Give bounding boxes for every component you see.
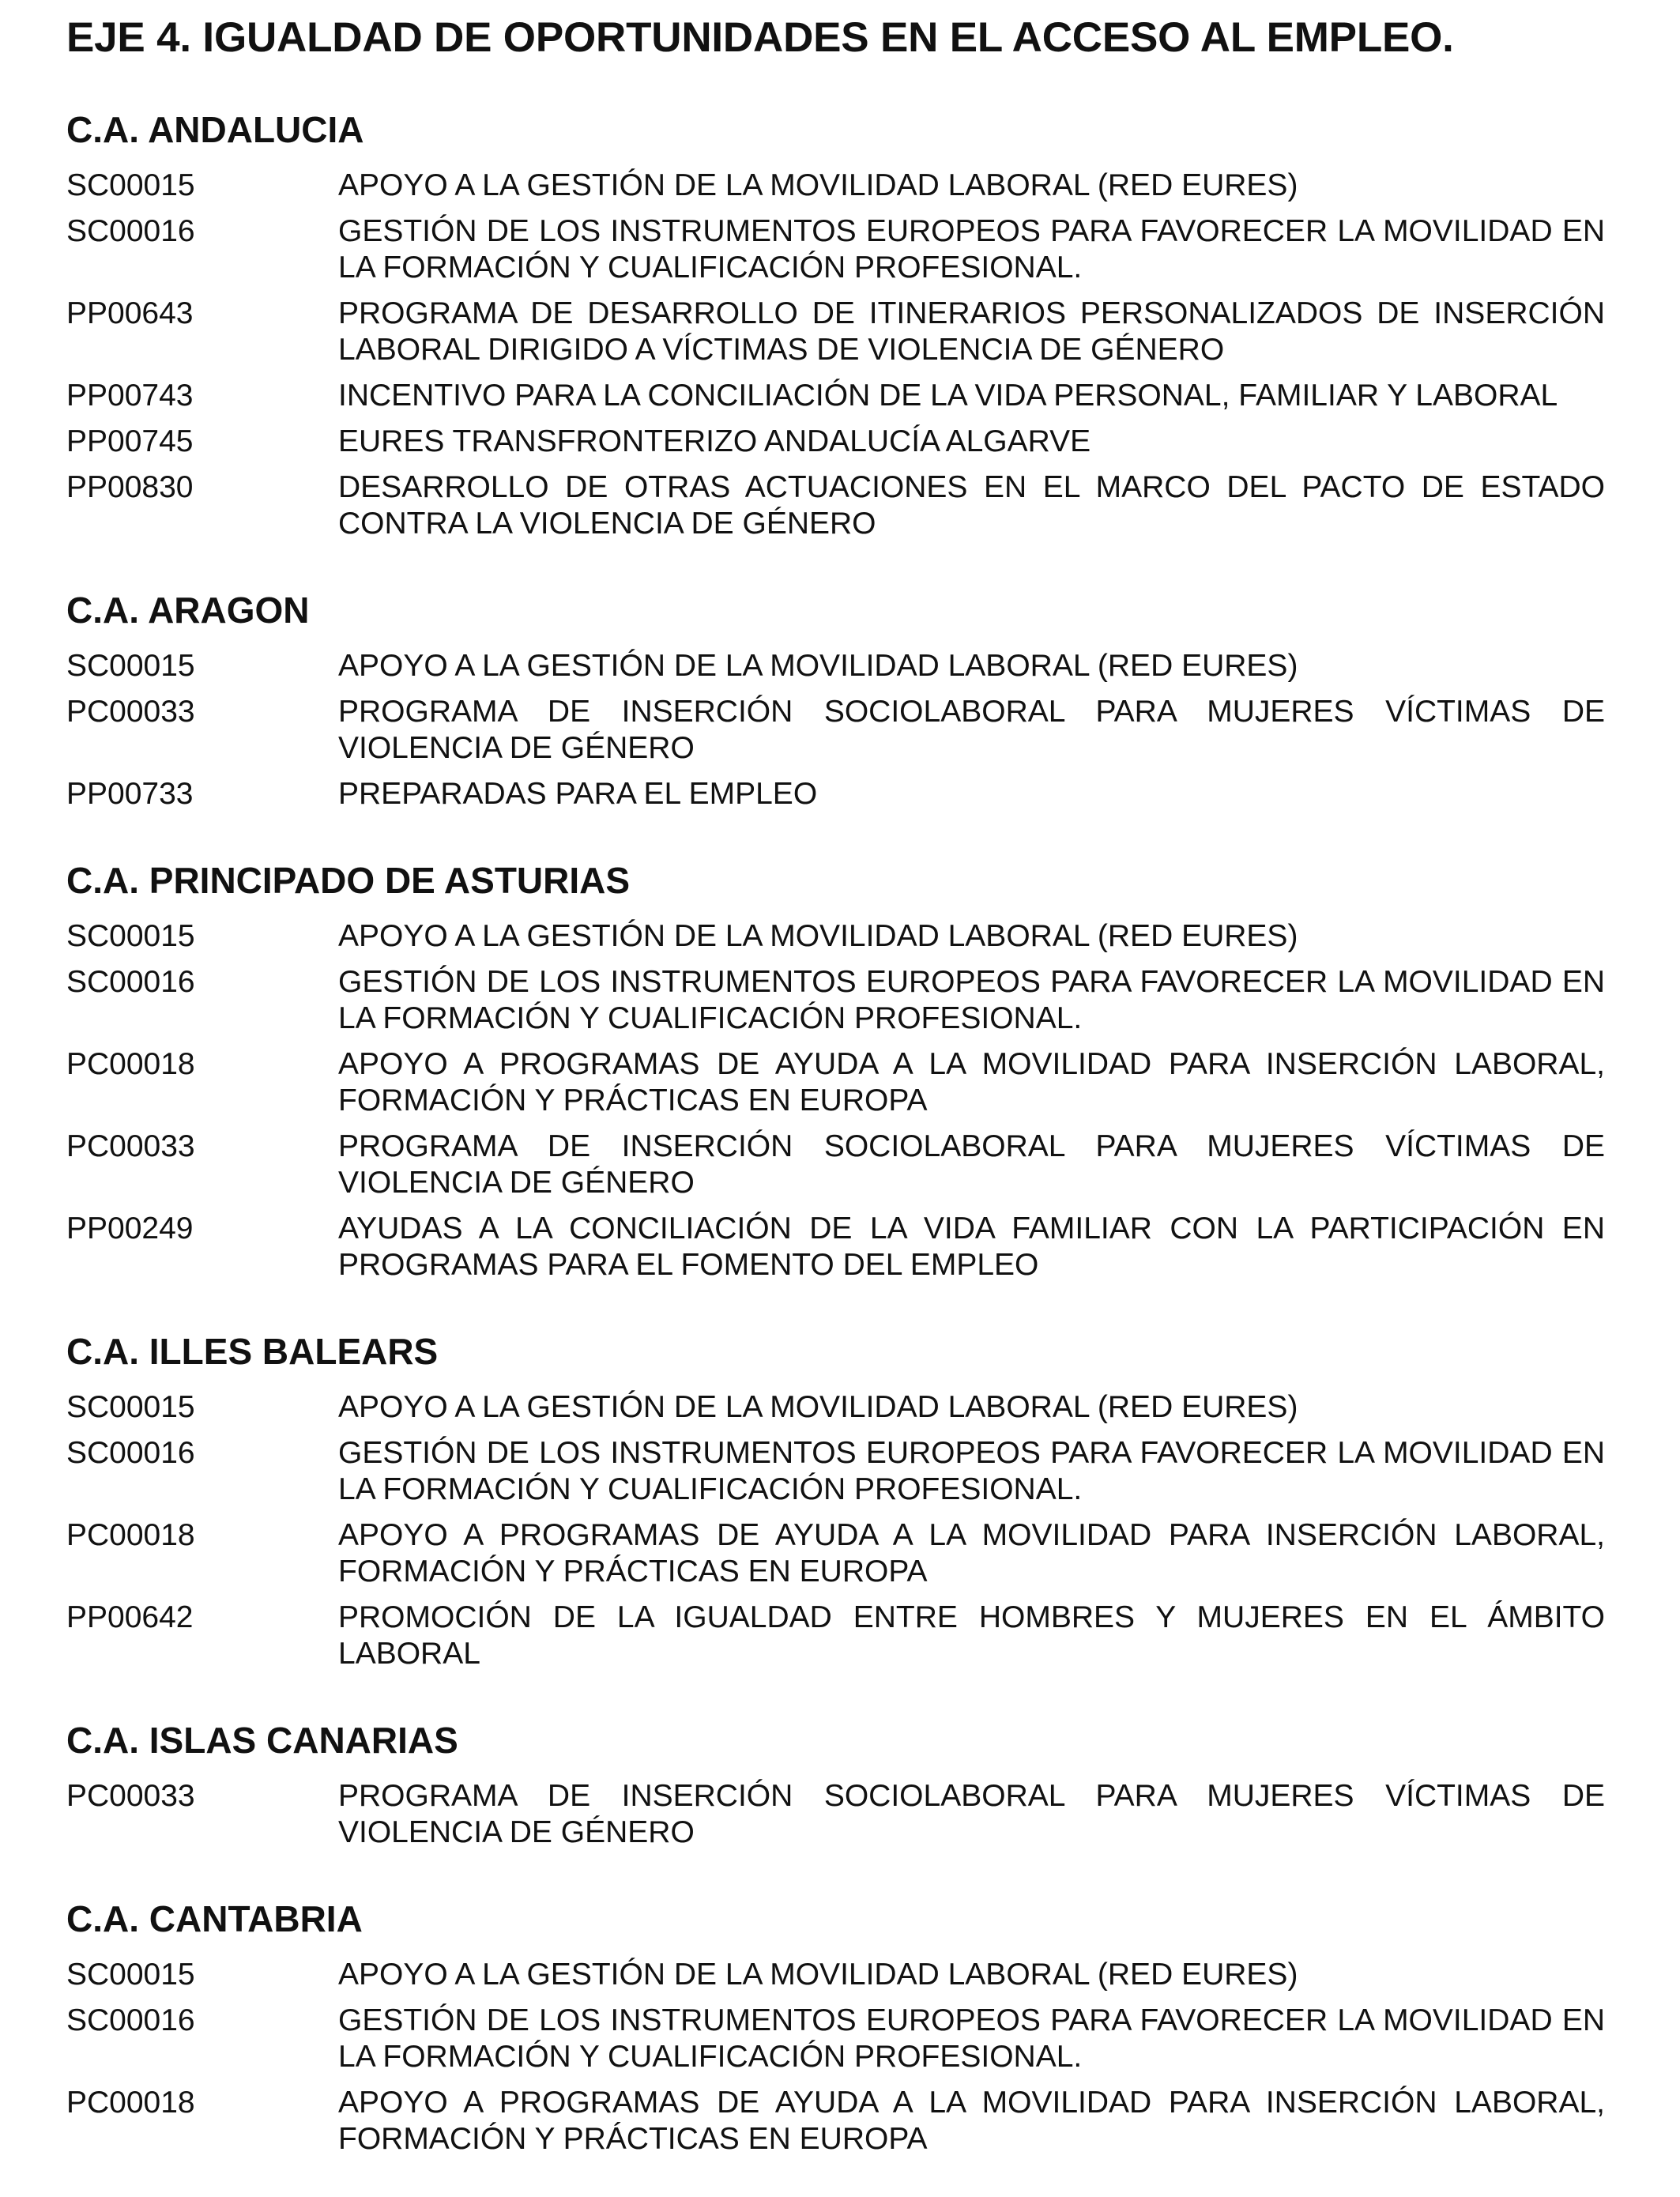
program-row — [66, 1046, 1615, 1119]
program-description: PROGRAMA DE INSERCIÓN SOCIOLABORAL PARA MUJERES VÍCTIMAS DE VIOLENCIA DE GÉNERO — [338, 1129, 1605, 1200]
program-code: SC00016 — [66, 2003, 195, 2037]
program-list — [66, 648, 1615, 812]
program-row — [66, 1389, 1615, 1426]
program-code: SC00015 — [66, 919, 195, 953]
program-code: PC00033 — [66, 1779, 195, 1813]
program-list — [66, 168, 1615, 542]
program-description: APOYO A LA GESTIÓN DE LA MOVILIDAD LABORAL (RED EURES) — [338, 649, 1298, 683]
program-row — [66, 1129, 1615, 1201]
program-description: EURES TRANSFRONTERIZO ANDALUCÍA ALGARVE — [338, 424, 1091, 458]
region-section — [66, 852, 1615, 1283]
program-description: APOYO A LA GESTIÓN DE LA MOVILIDAD LABORAL (RED EURES) — [338, 1958, 1298, 1992]
program-code: PC00018 — [66, 1518, 195, 1552]
region-section — [66, 1712, 1615, 1851]
program-description: INCENTIVO PARA LA CONCILIACIÓN DE LA VIDA PERSONAL, FAMILIAR Y LABORAL — [338, 379, 1558, 413]
program-row — [66, 2003, 1615, 2075]
program-list — [66, 1389, 1615, 1672]
program-row — [66, 918, 1615, 955]
program-row — [66, 694, 1615, 767]
region-section — [66, 101, 1615, 542]
program-code: PP00830 — [66, 470, 194, 504]
program-row — [66, 469, 1615, 542]
program-row — [66, 1435, 1615, 1508]
program-row — [66, 1517, 1615, 1590]
program-description: GESTIÓN DE LOS INSTRUMENTOS EUROPEOS PARA FAVORECER LA MOVILIDAD EN LA FORMACIÓN Y CUALIFICACIÓN PROFESIONAL. — [338, 1436, 1605, 1506]
region-section — [66, 582, 1615, 812]
program-code: PP00643 — [66, 296, 194, 330]
program-description: AYUDAS A LA CONCILIACIÓN DE LA VIDA FAMILIAR CON LA PARTICIPACIÓN EN PROGRAMAS PARA EL FOMENTO DEL EMPLEO — [338, 1212, 1605, 1282]
program-code: PP00249 — [66, 1212, 194, 1245]
program-description: DESARROLLO DE OTRAS ACTUACIONES EN EL MARCO DEL PACTO DE ESTADO CONTRA LA VIOLENCIA DE GÉNERO — [338, 470, 1605, 541]
program-code: PC00018 — [66, 2086, 195, 2120]
program-row — [66, 168, 1615, 204]
program-description: APOYO A PROGRAMAS DE AYUDA A LA MOVILIDAD PARA INSERCIÓN LABORAL, FORMACIÓN Y PRÁCTICAS EN EUROPA — [338, 1518, 1605, 1588]
program-code: SC00015 — [66, 1390, 195, 1424]
program-code: SC00016 — [66, 1436, 195, 1470]
program-code: SC00016 — [66, 214, 195, 248]
program-description: GESTIÓN DE LOS INSTRUMENTOS EUROPEOS PARA FAVORECER LA MOVILIDAD EN LA FORMACIÓN Y CUALIFICACIÓN PROFESIONAL. — [338, 214, 1605, 285]
program-description: PROMOCIÓN DE LA IGUALDAD ENTRE HOMBRES Y MUJERES EN EL ÁMBITO LABORAL — [338, 1600, 1605, 1671]
region-section — [66, 1323, 1615, 1672]
region-heading: C.A. CANTABRIA — [66, 1898, 363, 1939]
program-row — [66, 1778, 1615, 1851]
program-code: PP00745 — [66, 424, 194, 458]
program-description: APOYO A PROGRAMAS DE AYUDA A LA MOVILIDAD PARA INSERCIÓN LABORAL, FORMACIÓN Y PRÁCTICAS EN EUROPA — [338, 2086, 1605, 2156]
region-heading: C.A. ISLAS CANARIAS — [66, 1720, 458, 1761]
program-description: APOYO A LA GESTIÓN DE LA MOVILIDAD LABORAL (RED EURES) — [338, 919, 1298, 953]
program-row — [66, 648, 1615, 684]
region-section — [66, 1890, 1615, 2157]
program-row — [66, 296, 1615, 368]
program-code: SC00015 — [66, 168, 195, 202]
program-code: PP00733 — [66, 777, 194, 811]
program-row — [66, 1211, 1615, 1283]
program-row — [66, 1957, 1615, 1993]
region-sections — [66, 101, 1615, 2197]
program-row — [66, 424, 1615, 460]
region-heading: C.A. PRINCIPADO DE ASTURIAS — [66, 860, 631, 901]
program-description: GESTIÓN DE LOS INSTRUMENTOS EUROPEOS PARA FAVORECER LA MOVILIDAD EN LA FORMACIÓN Y CUALIFICACIÓN PROFESIONAL. — [338, 965, 1605, 1035]
program-list — [66, 1778, 1615, 1851]
program-code: PC00033 — [66, 1129, 195, 1163]
program-list — [66, 918, 1615, 1283]
program-code: PC00018 — [66, 1047, 195, 1081]
program-code: PP00642 — [66, 1600, 194, 1634]
region-heading: C.A. ANDALUCIA — [66, 109, 364, 150]
program-code: PP00743 — [66, 379, 194, 413]
program-description: GESTIÓN DE LOS INSTRUMENTOS EUROPEOS PARA FAVORECER LA MOVILIDAD EN LA FORMACIÓN Y CUALIFICACIÓN PROFESIONAL. — [338, 2003, 1605, 2074]
program-code: PC00033 — [66, 695, 195, 729]
program-row — [66, 378, 1615, 414]
program-row — [66, 213, 1615, 286]
program-description: PREPARADAS PARA EL EMPLEO — [338, 777, 818, 811]
program-code: SC00015 — [66, 1958, 195, 1992]
program-code: SC00015 — [66, 649, 195, 683]
program-description: APOYO A PROGRAMAS DE AYUDA A LA MOVILIDAD PARA INSERCIÓN LABORAL, FORMACIÓN Y PRÁCTICAS EN EUROPA — [338, 1047, 1605, 1117]
program-list — [66, 1957, 1615, 2157]
program-description: PROGRAMA DE INSERCIÓN SOCIOLABORAL PARA MUJERES VÍCTIMAS DE VIOLENCIA DE GÉNERO — [338, 695, 1605, 765]
program-row — [66, 964, 1615, 1037]
program-code: SC00016 — [66, 965, 195, 999]
program-description: PROGRAMA DE INSERCIÓN SOCIOLABORAL PARA MUJERES VÍCTIMAS DE VIOLENCIA DE GÉNERO — [338, 1779, 1605, 1849]
program-description: APOYO A LA GESTIÓN DE LA MOVILIDAD LABORAL (RED EURES) — [338, 1390, 1298, 1424]
program-description: PROGRAMA DE DESARROLLO DE ITINERARIOS PERSONALIZADOS DE INSERCIÓN LABORAL DIRIGIDO A VÍCTIMAS DE VIOLENCIA DE GÉNERO — [338, 296, 1605, 367]
document-title: EJE 4. IGUALDAD DE OPORTUNIDADES EN EL ACCESO AL EMPLEO. — [66, 14, 1454, 61]
program-row — [66, 1600, 1615, 1672]
program-row — [66, 2085, 1615, 2157]
program-description: APOYO A LA GESTIÓN DE LA MOVILIDAD LABORAL (RED EURES) — [338, 168, 1298, 202]
program-row — [66, 776, 1615, 812]
region-heading: C.A. ARAGON — [66, 590, 310, 631]
region-heading: C.A. ILLES BALEARS — [66, 1331, 439, 1372]
